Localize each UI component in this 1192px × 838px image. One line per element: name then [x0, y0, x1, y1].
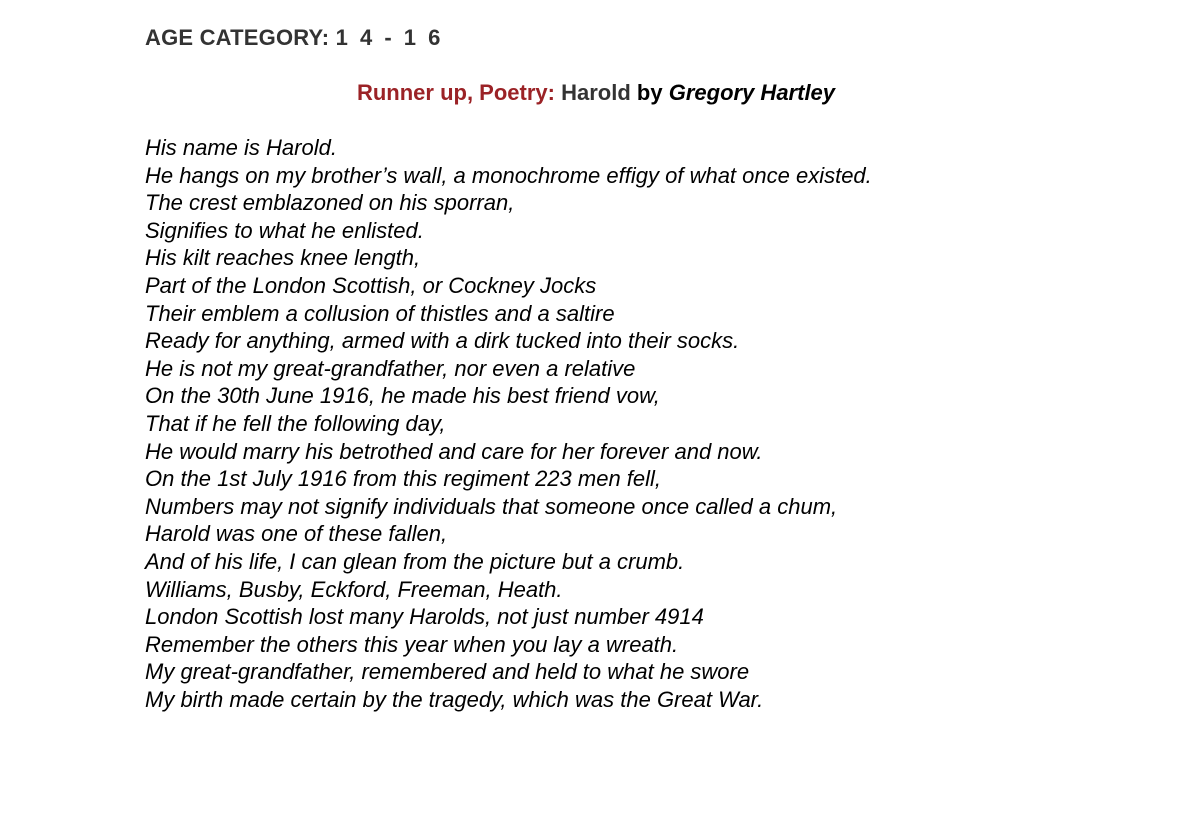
poem-body: [145, 134, 872, 713]
poem-line: My birth made certain by the tragedy, which was the Great War.: [145, 686, 764, 712]
poem-line: My great-grandfather, remembered and held to what he swore: [145, 659, 750, 685]
age-category-label: AGE CATEGORY:: [145, 25, 330, 50]
poem-line: He would marry his betrothed and care for her forever and now.: [145, 438, 763, 464]
poem-line: Remember the others this year when you lay a wreath.: [145, 631, 679, 657]
poem-line: Williams, Busby, Eckford, Freeman, Heath.: [145, 576, 563, 602]
poem-line: Their emblem a collusion of thistles and a saltire: [145, 300, 615, 326]
by-label: by: [636, 80, 663, 105]
poem-line: Ready for anything, armed with a dirk tucked into their socks.: [145, 328, 740, 354]
poem-line: He hangs on my brother’s wall, a monochrome effigy of what once existed.: [145, 162, 872, 188]
poem-line: The crest emblazoned on his sporran,: [145, 190, 515, 216]
poem-line: London Scottish lost many Harolds, not just number 4914: [145, 604, 704, 630]
poem-line: He is not my great-grandfather, nor even a relative: [145, 355, 636, 381]
poem-title: Harold: [561, 80, 631, 105]
poem-line: That if he fell the following day,: [145, 410, 446, 436]
poem-line: His name is Harold.: [145, 135, 337, 160]
poem-line: Part of the London Scottish, or Cockney Jocks: [145, 272, 597, 298]
poem-line: His kilt reaches knee length,: [145, 245, 421, 271]
age-category-range: 1 4 - 1 6: [335, 25, 444, 50]
entry-heading: [0, 80, 1192, 106]
poem-line: On the 30th June 1916, he made his best friend vow,: [145, 383, 660, 409]
age-category: [145, 25, 443, 51]
poem-line: Harold was one of these fallen,: [145, 521, 448, 547]
author-name: Gregory Hartley: [668, 80, 836, 105]
poem-line: On the 1st July 1916 from this regiment 223 men fell,: [145, 466, 662, 492]
poem-line: And of his life, I can glean from the picture but a crumb.: [145, 548, 685, 574]
poem-line: Numbers may not signify individuals that someone once called a chum,: [145, 493, 838, 519]
award-label: Runner up, Poetry:: [356, 80, 555, 105]
poem-line: Signifies to what he enlisted.: [145, 217, 424, 243]
